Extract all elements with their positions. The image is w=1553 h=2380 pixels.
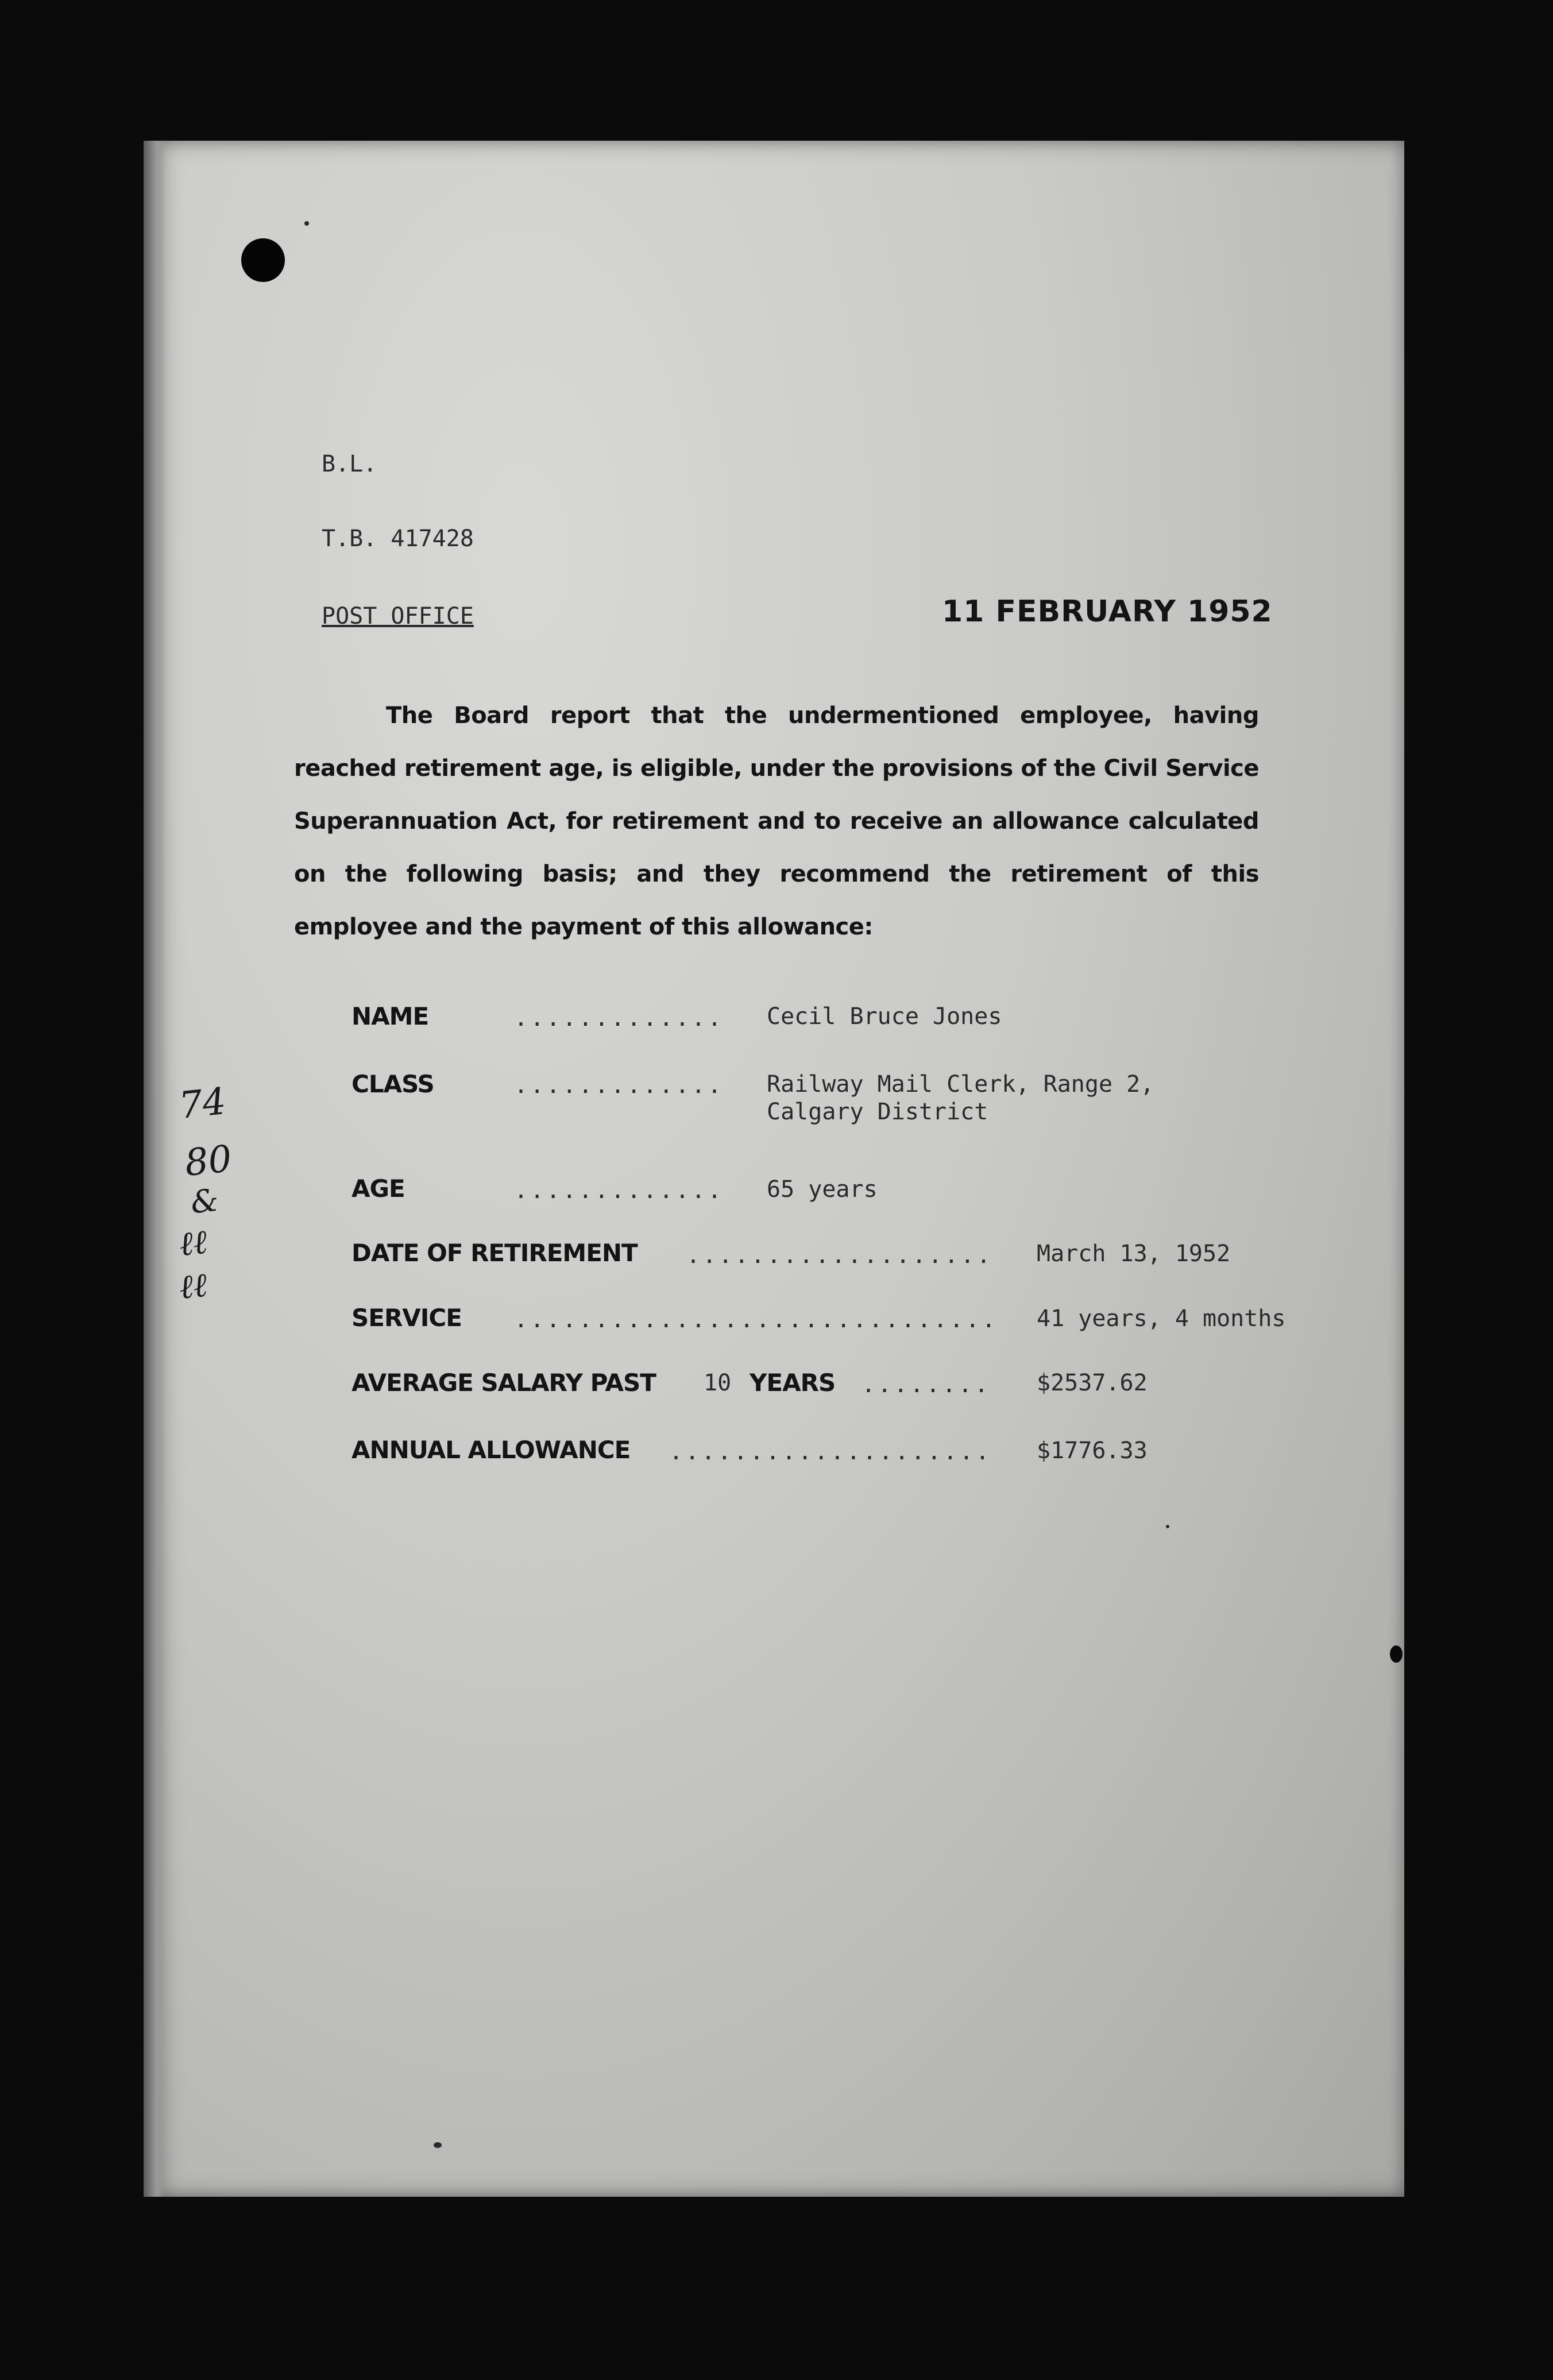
salary-leader-dots: ........ [862, 1371, 991, 1398]
bl-reference: B.L. [322, 451, 377, 477]
service-value: 41 years, 4 months [1037, 1305, 1286, 1332]
class-value-line-2: Calgary District [767, 1099, 988, 1125]
film-speck [1390, 1645, 1403, 1663]
retirement-leader-dots: ................... [686, 1242, 993, 1269]
handwritten-note-line-2: 80 [183, 1137, 234, 1185]
handwritten-note-line-1: 74 [177, 1080, 229, 1128]
class-label: CLASS [351, 1070, 434, 1098]
film-speck [304, 221, 309, 226]
average-salary-value: $2537.62 [1037, 1370, 1148, 1396]
retirement-date-value: March 13, 1952 [1037, 1241, 1231, 1267]
punch-hole [241, 238, 285, 282]
document-page [144, 141, 1404, 2197]
age-leader-dots: ............. [514, 1177, 724, 1204]
film-speck [434, 2142, 442, 2148]
annual-allowance-value: $1776.33 [1037, 1438, 1148, 1464]
handwritten-note-line-4: ℓℓ [177, 1222, 209, 1264]
handwritten-note-line-3: & [188, 1181, 221, 1221]
page-edge-shadow [144, 141, 165, 2197]
name-value: Cecil Bruce Jones [767, 1003, 1002, 1030]
salary-years-label: YEARS [750, 1369, 836, 1397]
class-value-line-1: Railway Mail Clerk, Range 2, [767, 1071, 1154, 1098]
class-leader-dots: ............. [514, 1072, 724, 1099]
service-label: SERVICE [351, 1304, 462, 1332]
department-heading: POST OFFICE [322, 603, 474, 629]
age-value: 65 years [767, 1176, 878, 1203]
service-leader-dots: .............................. [514, 1307, 998, 1333]
name-leader-dots: ............. [514, 1005, 724, 1031]
film-speck [1166, 1525, 1169, 1528]
retirement-date-label: DATE OF RETIREMENT [351, 1239, 638, 1267]
tb-number: T.B. 417428 [322, 526, 474, 552]
age-label: AGE [351, 1174, 405, 1203]
allowance-leader-dots: .................... [669, 1439, 992, 1465]
handwritten-note-line-5: ℓℓ [177, 1265, 209, 1307]
document-date: 11 FEBRUARY 1952 [942, 594, 1273, 629]
average-salary-label: AVERAGE SALARY PAST [351, 1369, 656, 1397]
board-report-paragraph: The Board report that the undermentioned employee, having reached retirement age, is eligible, under the provisions of the Civil Service Superannuation Act, for retirement and to receive an allowance calculated on the following basis; and they recommend the retirement of this employee and the payment of this allowance: [294, 702, 1259, 940]
salary-years-number: 10 [704, 1370, 732, 1396]
annual-allowance-label: ANNUAL ALLOWANCE [351, 1436, 631, 1464]
name-label: NAME [351, 1002, 429, 1030]
